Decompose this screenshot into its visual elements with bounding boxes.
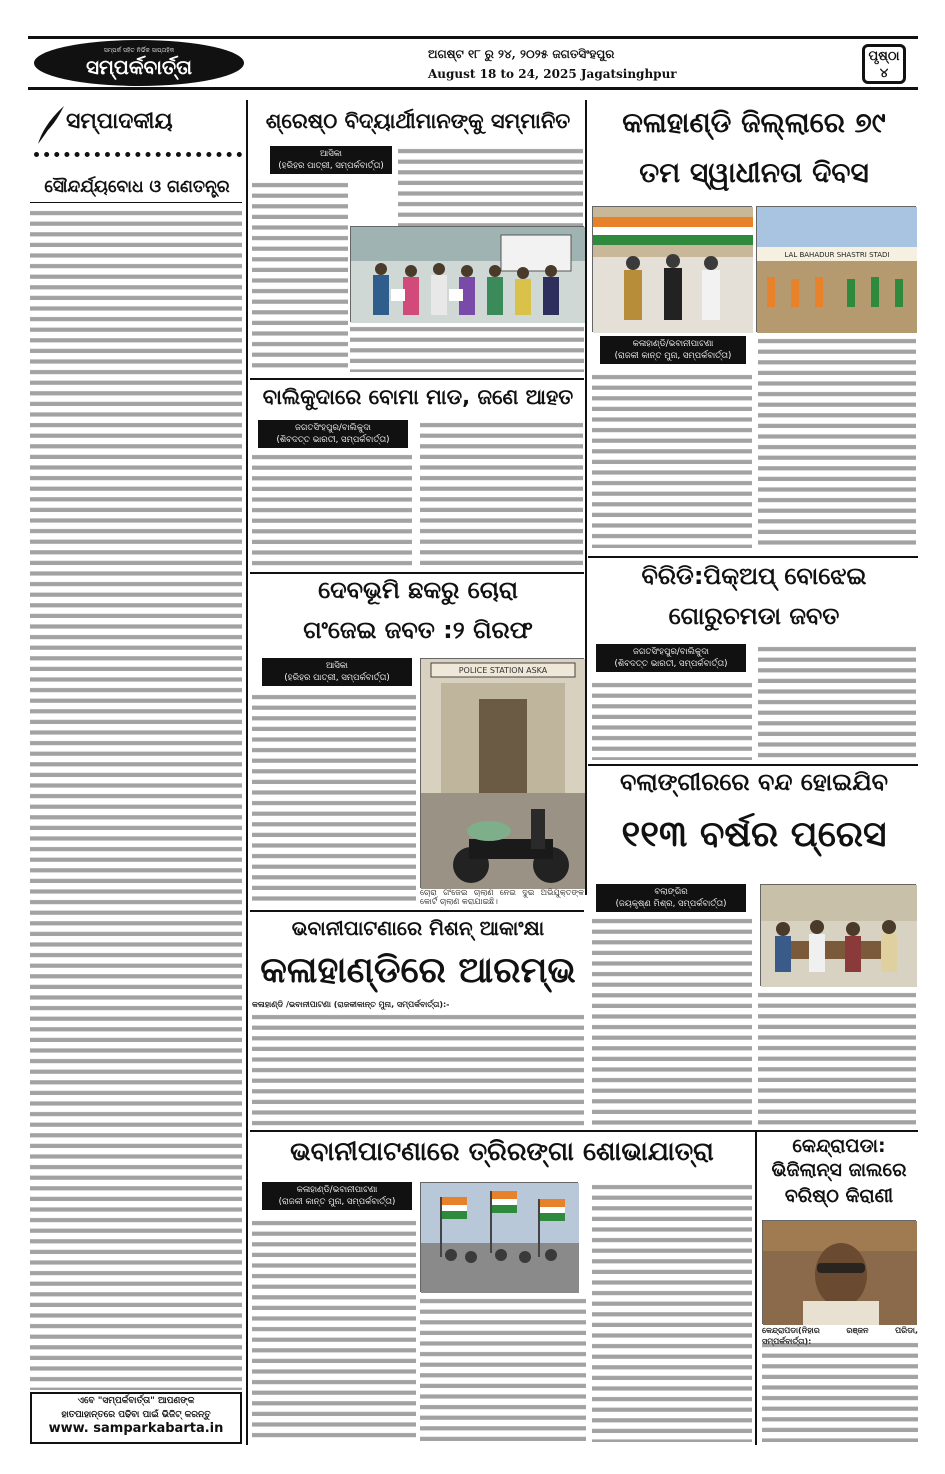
ganja-body <box>252 692 416 902</box>
independence-caption <box>600 336 746 364</box>
independence-photo-main <box>592 206 752 332</box>
students-byline-place: ଆସିକା <box>320 149 342 159</box>
pickup-byline-place: ଜଗତସିଂହପୁର/ବାଲିକୁଦା <box>632 647 709 657</box>
tiranga-photo <box>420 1182 578 1292</box>
press-body-right <box>758 990 916 1126</box>
press-byline <box>596 884 746 912</box>
vigilance-headline-line-2: ଭିଜିଲାନ୍ସ ଜାଲରେ <box>771 1159 907 1181</box>
tiranga-byline <box>262 1182 412 1210</box>
ganja-byline <box>262 658 412 686</box>
press-headline-line-2: ୧୧୩ ବର୍ଷର ପ୍ରେସ <box>621 814 887 855</box>
bomb-byline-place: ଜଗତସିଂହପୁର/ବାଲିକୁଦା <box>294 423 371 433</box>
tiranga-body-middle <box>420 1296 586 1442</box>
students-byline <box>270 146 392 174</box>
date-english: August 18 to 24, 2025 Jagatsinghpur <box>428 67 677 81</box>
vigilance-body <box>762 1340 918 1442</box>
independence-headline-line-2: ତମ ସ୍ୱାଧୀନତା ଦିବସ <box>639 156 869 189</box>
editorial-section-title: ସମ୍ପାଦକୀୟ <box>66 109 173 134</box>
pickup-body-left <box>592 680 752 760</box>
stadium-banner: LAL BAHADUR SHASTRI STADI <box>784 251 890 259</box>
ganja-headline-line-1: ଦେବଭୂମି ଛକରୁ ଚୋରା <box>318 576 518 604</box>
independence-body-right <box>758 336 916 548</box>
article-divider <box>250 572 584 574</box>
page-number-box <box>862 44 906 84</box>
mission-body <box>252 1012 584 1127</box>
ganja-byline-place: ଆସିକା <box>326 661 348 671</box>
students-body-top <box>398 146 583 226</box>
text-lines <box>592 680 752 760</box>
vigilance-headline-line-1: କେନ୍ଦ୍ରାପଡା: <box>792 1135 886 1157</box>
tiranga-byline-place: କଳାହାଣ୍ଡି/ଭବାନୀପାଟଣା <box>296 1185 378 1195</box>
bomb-byline <box>258 420 408 448</box>
page-label: ପୃଷ୍ଠା <box>868 49 900 64</box>
independence-body-left <box>592 372 752 548</box>
column-rule <box>246 100 248 1445</box>
bomb-body-right <box>420 420 583 570</box>
vigilance-lead: କେନ୍ଦ୍ରାପଡା(ନିହାର ରଞ୍ଜନ ପରିଡା, <box>762 1326 918 1335</box>
police-station-sign: POLICE STATION ASKA <box>458 666 548 675</box>
logo-name: ସମ୍ପର୍କବାର୍ତ୍ତା <box>85 55 193 79</box>
text-lines <box>252 180 348 368</box>
text-lines <box>420 1296 586 1442</box>
text-lines <box>592 372 752 548</box>
students-headline: ଶ୍ରେଷ୍ଠ ବିଦ୍ୟାର୍ଥୀମାନଙ୍କୁ ସମ୍ମାନିତ <box>265 109 571 133</box>
text-lines <box>350 324 584 372</box>
pickup-body-right <box>758 644 916 760</box>
promo-line-2: ହାତପାହାନ୍ତରେ ପଢିବା ପାଇଁ ଭିଜିଟ୍ କରନ୍ତୁ <box>61 1410 211 1420</box>
text-lines <box>592 1182 752 1442</box>
text-lines <box>252 452 412 570</box>
article-divider <box>250 378 584 380</box>
newspaper-logo <box>34 40 244 86</box>
ganja-byline-reporter: (ହରିହର ପାତ୍ରୀ, ସମ୍ପର୍କବାର୍ତ୍ତା) <box>284 673 390 683</box>
mission-lead: କଳାହାଣ୍ଡି /ଭବାନୀପାଟଣା (ରାଜକୀକାନ୍ତ ମୁନା, ସମ୍ପର୍କବାର୍ତ୍ତା):- <box>252 1000 450 1009</box>
press-byline-place: ବଲାଙ୍ଗିର <box>654 887 688 897</box>
bomb-byline-reporter: (ଶିବଦତ୍ତ ଭାରତୀ, ସମ୍ପର୍କବାର୍ତ୍ତା) <box>276 435 390 445</box>
students-byline-reporter: (ହରିହର ପାତ୍ରୀ, ସମ୍ପର୍କବାର୍ତ୍ତା) <box>278 161 384 171</box>
pickup-byline-reporter: (ଶିବଦତ୍ତ ଭାରତୀ, ସମ୍ପର୍କବାର୍ତ୍ତା) <box>614 659 728 669</box>
article-divider <box>588 764 918 766</box>
column-rule <box>755 1130 757 1445</box>
text-lines <box>592 916 752 1126</box>
ganja-photo-caption: ଚୋରା ଗଂଜେଇ ଚାଲାଣ ନେଇ ଦୁଇ ଅଭିଯୁକ୍ତଙ୍କ କୋର୍ଟ ଚାଲାଣ କରାଯାଇଛି। <box>420 888 584 906</box>
text-lines <box>762 1340 918 1442</box>
page-number: ୪ <box>879 66 889 81</box>
promo-line-1: ଏବେ "ସମ୍ପର୍କବାର୍ତ୍ତା" ଆପଣଙ୍କ <box>77 1396 195 1406</box>
tiranga-body-right <box>592 1182 752 1442</box>
editorial-headline: ସୌନ୍ଦର୍ଯ୍ୟବୋଧ ଓ ଗଣତନ୍ତ୍ର <box>44 177 230 197</box>
column-rule <box>585 100 587 560</box>
dateline <box>428 44 808 84</box>
pickup-headline-line-2: ଗୋରୁଚମଡା ଜବତ <box>668 602 840 630</box>
editorial-body-columns <box>30 208 242 1394</box>
text-lines <box>398 146 583 226</box>
tiranga-body-left <box>252 1218 416 1442</box>
students-body-left <box>252 180 348 368</box>
independence-headline-line-1: କଳାହାଣ୍ଡି ଜିଲ୍ଲାରେ ୭୯ <box>622 106 886 139</box>
text-lines <box>758 336 916 548</box>
article-divider <box>250 910 584 912</box>
students-photo <box>350 226 584 322</box>
press-photo <box>760 884 916 986</box>
vigilance-photo <box>762 1220 916 1324</box>
tiranga-headline: ଭବାନୀପାଟଣାରେ ତ୍ରିରଙ୍ଗା ଶୋଭାଯାତ୍ରା <box>290 1137 714 1167</box>
mission-kicker: ଭବାନୀପାଟଣାରେ ମିଶନ୍ ଆକାଂକ୍ଷା <box>291 916 545 940</box>
students-body-bottom <box>350 324 584 372</box>
pickup-byline <box>596 644 746 672</box>
independence-photo-stadium <box>756 206 916 332</box>
text-lines <box>758 644 916 760</box>
ganja-headline-line-2: ଗଂଜେଇ ଜବତ :୨ ଗିରଫ <box>303 616 533 644</box>
ganja-photo <box>420 658 584 888</box>
text-lines <box>758 990 916 1126</box>
mission-headline: କଳାହାଣ୍ଡିରେ ଆରମ୍ଭ <box>260 950 576 991</box>
website-promo-box <box>30 1392 242 1444</box>
website-link[interactable]: www. samparkabarta.in <box>48 1421 224 1436</box>
dotted-divider <box>34 152 242 164</box>
text-lines <box>252 1012 584 1127</box>
vigilance-headline-line-3: ବରିଷ୍ଠ କିରାଣୀ <box>784 1185 894 1207</box>
text-lines <box>420 420 583 570</box>
headline-underline <box>30 202 242 203</box>
press-body-left <box>592 916 752 1126</box>
logo-tagline: ସମ୍ପର୍କ ସହିତ ନିର୍ଭିକ ସାପ୍ତାହିକ <box>103 47 175 54</box>
tiranga-byline-reporter: (ରାଜକୀ କାନ୍ତ ମୁନା, ସମ୍ପର୍କବାର୍ତ୍ତା) <box>278 1197 396 1207</box>
pickup-headline-line-1: ବିରିଡି:ପିକ୍ଅପ୍ ବୋଝେଇ <box>641 562 867 590</box>
bomb-headline: ବାଲିକୁଦାରେ ବୋମା ମାଡ, ଜଣେ ଆହତ <box>262 385 574 409</box>
article-divider <box>588 556 918 558</box>
date-odia: ଅଗଷ୍ଟ ୧୮ ରୁ ୨୪, ୨୦୨୫ ଜଗତସିଂହପୁର <box>428 47 615 61</box>
text-lines <box>252 1218 416 1442</box>
quill-icon <box>36 104 66 146</box>
text-lines <box>252 692 416 902</box>
bomb-body-left <box>252 452 412 570</box>
press-byline-reporter: (ଜୟକୃଷ୍ଣ ମିଶ୍ର, ସମ୍ପର୍କବାର୍ତ୍ତା) <box>615 899 727 909</box>
text-lines <box>30 208 242 1390</box>
column-rule <box>585 560 587 895</box>
independence-caption-place: କଳାହାଣ୍ଡି/ଭବାନୀପାଟଣା <box>632 339 714 349</box>
independence-caption-reporter: (ରାଜକୀ କାନ୍ତ ମୁନା, ସମ୍ପର୍କବାର୍ତ୍ତା) <box>614 351 732 361</box>
editorial-body-text <box>30 208 242 1390</box>
press-headline-line-1: ବଲାଙ୍ଗୀରରେ ବନ୍ଦ ହୋଇଯିବ <box>619 768 888 796</box>
article-divider <box>250 1130 918 1132</box>
